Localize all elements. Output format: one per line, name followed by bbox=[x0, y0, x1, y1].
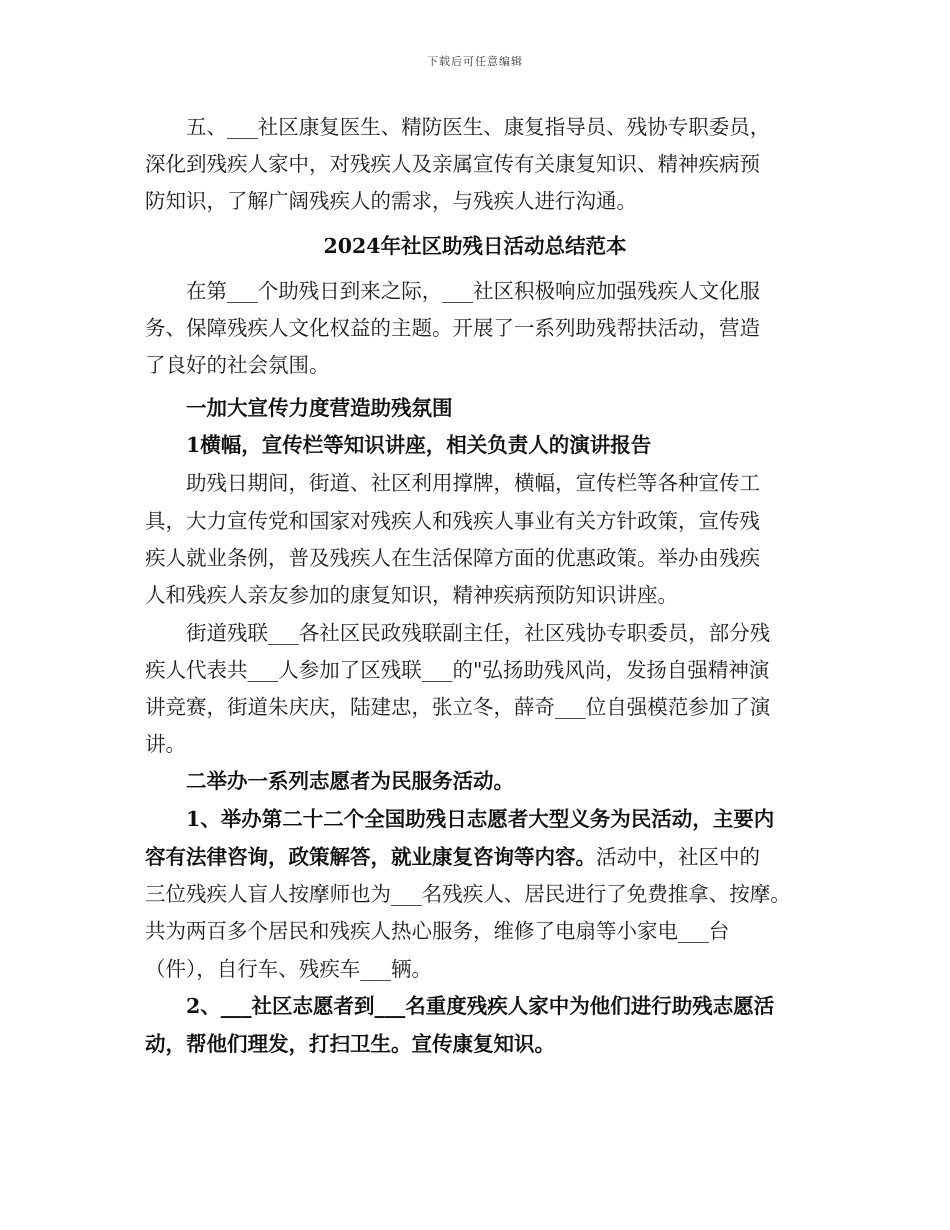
line-text: 讲竞赛，街道朱庆庆，陆建忠，张立冬，薛奇___位自强模范参加了演 bbox=[145, 695, 771, 719]
line-text: 2024年社区助残日活动总结范本 bbox=[323, 234, 627, 258]
text-line bbox=[145, 767, 825, 795]
text-line bbox=[145, 917, 825, 945]
text-line bbox=[145, 277, 825, 305]
line-text: 五、___社区康复医生、精防医生、康复指导员、残协专职委员， bbox=[145, 115, 771, 139]
line-text: 二举办一系列志愿者为民服务活动。 bbox=[145, 769, 514, 793]
line-text: 疾人就业条例，普及残疾人在生活保障方面的优惠政策。举办由残疾 bbox=[145, 546, 760, 570]
line-text: 街道残联___各社区民政残联副主任，社区残协专职委员，部分残 bbox=[145, 621, 771, 645]
line-text: 疾人代表共___人参加了区残联___的"弘扬助残风尚，发扬自强精神演 bbox=[145, 658, 770, 682]
line-text: 一加大宣传力度营造助残氛围 bbox=[145, 396, 453, 420]
text-line bbox=[145, 187, 825, 215]
line-text: 助残日期间，街道、社区利用撑牌，横幅，宣传栏等各种宣传工 bbox=[145, 471, 760, 495]
line-text: 了良好的社会氛围。 bbox=[145, 353, 330, 377]
line-text: 2、___社区志愿者到___名重度残疾人家中为他们进行助残志愿活 bbox=[145, 994, 775, 1018]
line-text: 三位残疾人盲人按摩师也为___名残疾人、居民进行了免费推拿、按摩。 bbox=[145, 882, 791, 906]
line-text: 具，大力宣传党和国家对残疾人和残疾人事业有关方针政策，宣传残 bbox=[145, 509, 760, 533]
text-line bbox=[145, 150, 825, 178]
text-line bbox=[145, 351, 825, 379]
line-text: 共为两百多个居民和残疾人热心服务，维修了电扇等小家电___台 bbox=[145, 919, 730, 943]
line-text: 讲。 bbox=[145, 732, 186, 756]
text-line bbox=[145, 581, 825, 609]
text-line bbox=[145, 693, 825, 721]
line-text: 容有法律咨询，政策解答，就业康复咨询等内容。 bbox=[145, 845, 596, 869]
text-line bbox=[145, 730, 825, 758]
line-tail-text: 活动中，社区中的 bbox=[596, 845, 760, 869]
line-text: 人和残疾人亲友参加的康复知识，精神疾病预防知识讲座。 bbox=[145, 583, 678, 607]
text-line bbox=[145, 656, 825, 684]
line-text: 1、举办第二十二个全国助残日志愿者大型义务为民活动，主要内 bbox=[145, 807, 775, 831]
text-line bbox=[145, 619, 825, 647]
text-line bbox=[145, 1030, 825, 1058]
line-text: 务、保障残疾人文化权益的主题。开展了一系列助残帮扶活动，营造 bbox=[145, 316, 760, 340]
text-line bbox=[145, 544, 825, 572]
text-line bbox=[145, 880, 825, 908]
line-text: （件），自行车、残疾车___辆。 bbox=[145, 957, 432, 981]
text-line bbox=[145, 955, 825, 983]
line-text: 1横幅，宣传栏等知识讲座，相关负责人的演讲报告 bbox=[145, 433, 652, 457]
text-line bbox=[145, 469, 825, 497]
text-line bbox=[145, 113, 825, 141]
text-line bbox=[145, 507, 825, 535]
text-line bbox=[145, 805, 825, 833]
text-line bbox=[145, 843, 825, 871]
text-line bbox=[145, 992, 825, 1020]
text-line bbox=[145, 394, 825, 422]
line-text: 在第___个助残日到来之际，___社区积极响应加强残疾人文化服 bbox=[145, 279, 760, 303]
text-line bbox=[145, 314, 825, 342]
line-text: 深化到残疾人家中，对残疾人及亲属宣传有关康复知识、精神疾病预 bbox=[145, 152, 760, 176]
line-text: 动，帮他们理发，打扫卫生。宣传康复知识。 bbox=[145, 1032, 555, 1056]
page-header: 下载后可任意编辑 bbox=[427, 55, 523, 68]
document-title bbox=[0, 232, 950, 260]
text-line bbox=[145, 431, 825, 459]
line-text: 防知识，了解广阔残疾人的需求，与残疾人进行沟通。 bbox=[145, 189, 637, 213]
